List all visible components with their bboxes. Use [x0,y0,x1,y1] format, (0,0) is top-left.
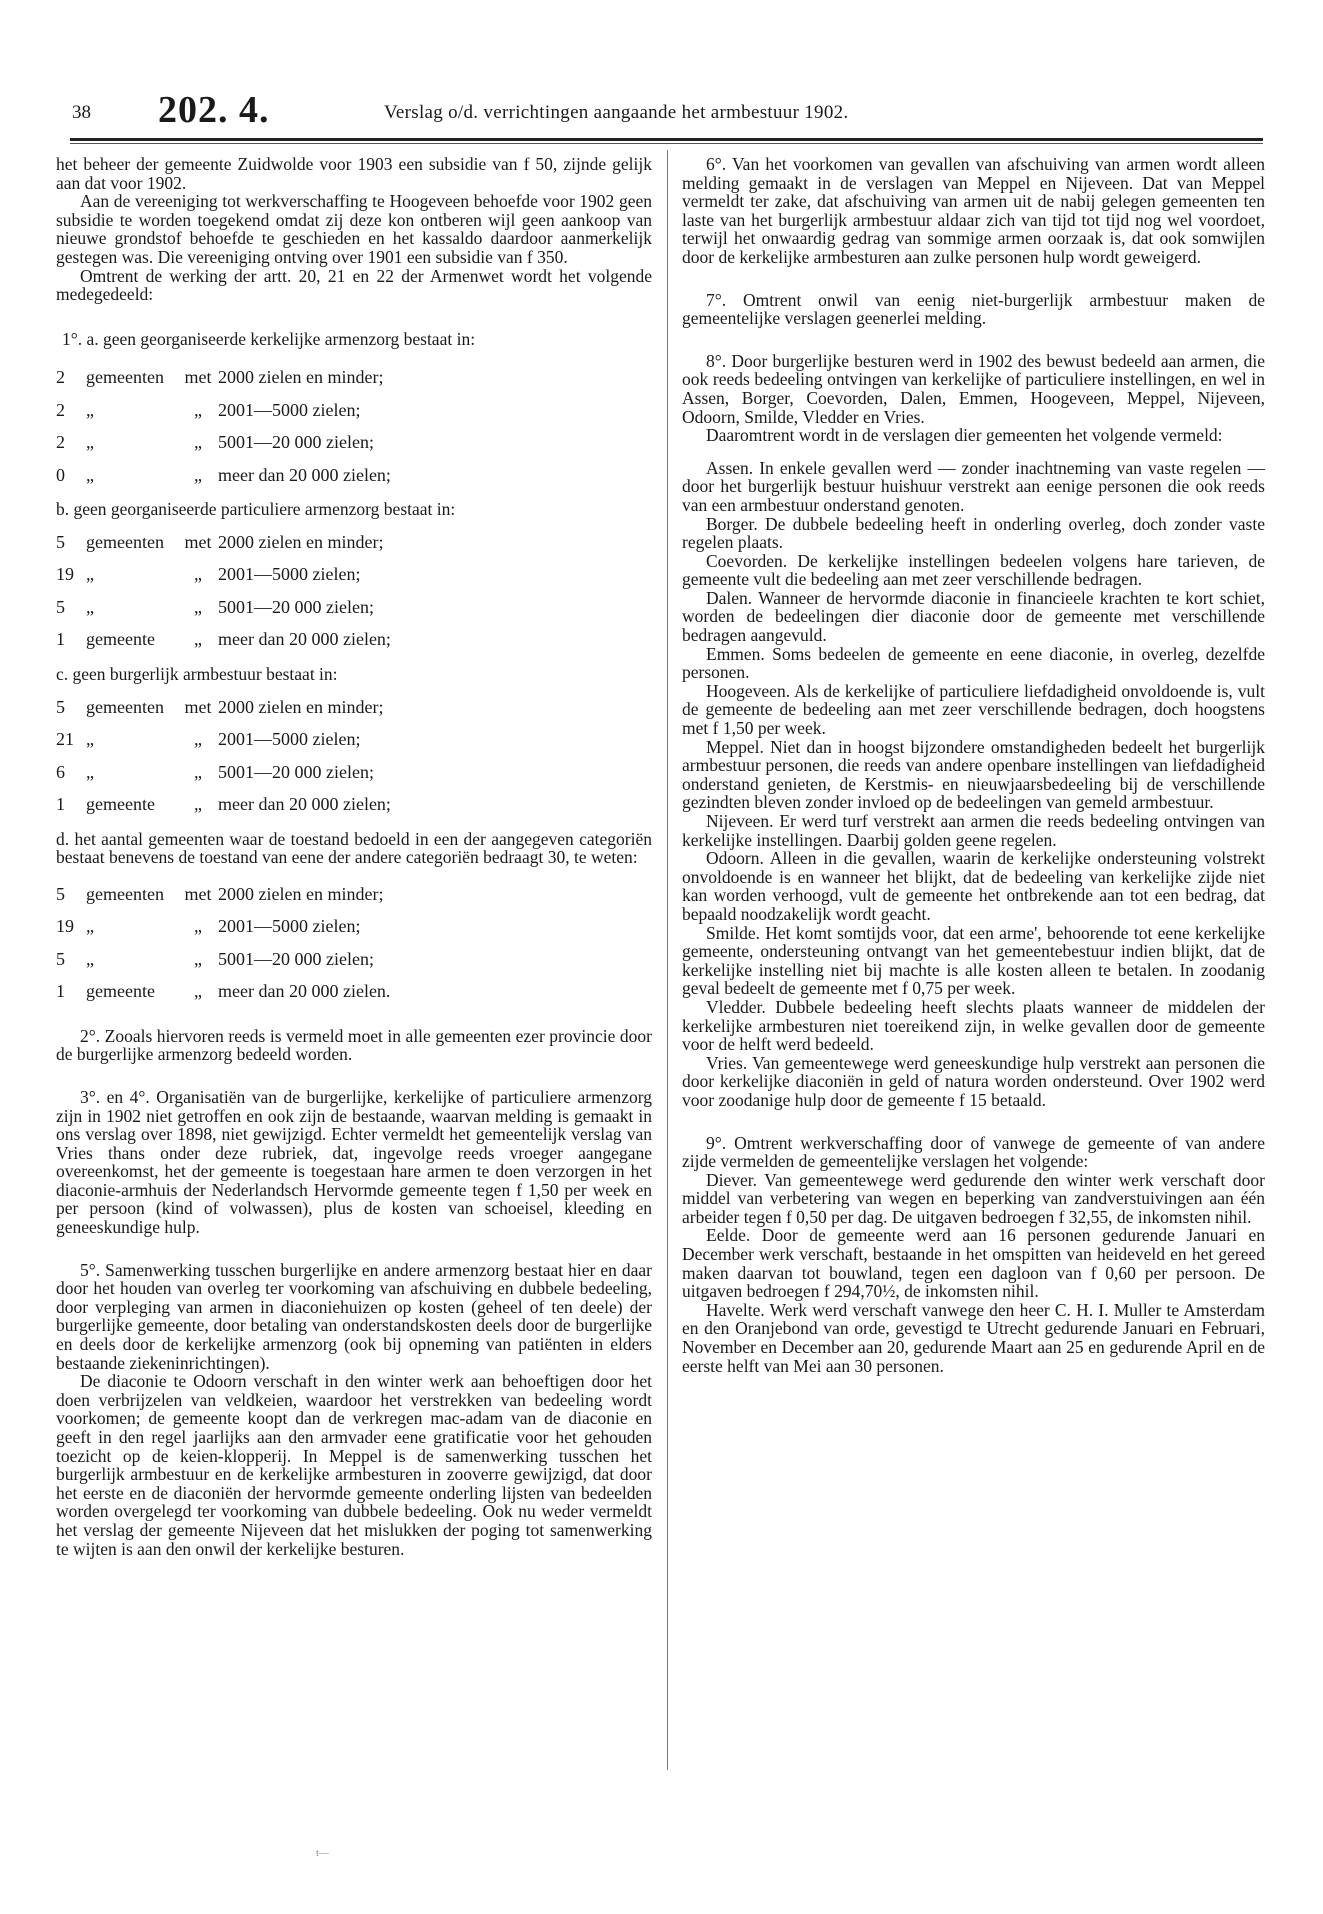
footer-mark: t— [316,1848,329,1859]
table-row: 6 „ „ 5001—20 000 zielen; [56,761,374,782]
table-row: 19 „ „ 2001—5000 zielen; [56,916,361,937]
municipality-entry: Smilde. Het komt somtijds voor, dat een arme', behoorende tot eene kerkelijke gemeente, ondersteuning ontvangt van het gemeentebestuur indien blijkt, dat de kerkelijke instelling niet bij machte is alle kosten alleen te betalen. In zoodanig geval bedeelt de gemeente met f 0,75 per week. [682,922,1265,999]
item-7-paragraph: 7°. Omtrent onwil van eenig niet-burgerlijk armbestuur maken de gemeentelijke verslagen geenerlei melding. [682,289,1265,329]
page-number: 38 [72,102,91,123]
municipality-entry: Vledder. Dubbele bedeeling heeft slechts plaats wanneer de middelen der kerkelijke armbesturen niet toereikend zijn, in welke gevallen door de gemeente voor de helft werd bedeeld. [682,996,1265,1055]
item-3-4-paragraph: 3°. en 4°. Organisatiën van de burgerlijke, kerkelijke of particuliere armenzorg zijn in 1902 niet getroffen en ook zijn de bestaande, waarvan melding is gemaakt in ons verslag over 1898, niet gewijzigd. Echter vermeldt het gemeentelijk verslag van Vries thans onder deze rubriek, dat, ingevolge reeds vroeger aangegane overeenkomst, het der gemeente is toegestaan hare armen te doen verzorgen in het diaconie-armhuis der Nederlandsch Hervormde gemeente tegen f 1,50 per week en per persoon (kind of volwassen), plus de kosten van schoeisel, kleeding en geneeskundige hulp. [56,1086,652,1238]
item-b-table [56,533,652,663]
municipality-entry: Coevorden. De kerkelijke instellingen bedeelen volgens hare tarieven, de gemeente vult die bedeeling aan met zeer verschillende bedragen. [682,550,1265,590]
item-9-paragraph: 9°. Omtrent werkverschaffing door of vanwege de gemeente of van andere zijde vermelden de gemeentelijke verslagen het volgende: [682,1132,1265,1172]
table-row: 5 „ „ 5001—20 000 zielen; [56,596,374,617]
paragraph: Aan de vereeniging tot werkverschaffing te Hoogeveen behoefde voor 1902 geen subsidie te worden toegekend omdat zij deze kon ontberen wijl geen aankoop van nieuwe grondstof behoefde te geschieden en het kassaldo daardoor aanmerkelijk gestegen was. Die vereeniging ontving over 1901 een subsidie van f 350. [56,191,652,267]
table-row: 5 gemeenten met 2000 zielen en minder; [56,883,384,904]
municipality-entry: Assen. In enkele gevallen werd — zonder inachtneming van vaste regelen — door het burgerlijk bestuur huishuur verstrekt aan eenige personen die ook reeds van een armbestuur onderstand genoten. [682,457,1265,515]
header-rule-thin [70,143,1263,144]
item-6-paragraph: 6°. Van het voorkomen van gevallen van afschuiving van armen wordt alleen melding gemaakt in de verslagen van Meppel en Nijeveen. Dat van Meppel vermeldt ter zake, dat afschuiving van armen uit de nabij gelegen gemeenten ten laste van het burgerlijk armbestuur aldaar zich van tijd tot tijd nog wel voordoet, terwijl het onwaardig gedrag van sommige armen oorzaak is, dat ook somwijlen door de kerkelijke armbesturen aan zulke personen hulp wordt geweigerd. [682,154,1265,267]
page-header [72,88,1262,134]
table-row: 5 „ „ 5001—20 000 zielen; [56,948,374,969]
municipality-entry: Vries. Van gemeentewege werd geneeskundige hulp verstrekt aan personen die door kerkelijke diaconiën in geld of natura worden ondersteund. Over 1902 werd voor zoodanige hulp door de gemeente f 15 betaald. [682,1052,1265,1110]
item-a-heading: 1°. a. geen georganiseerde kerkelijke armenzorg bestaat in: [62,328,476,349]
municipality-entry: Dalen. Wanneer de hervormde diaconie in financieele krachten te kort schiet, worden de bedeelingen dier diaconie door de gemeente met verschillende bedragen aangevuld. [682,587,1265,646]
item-8-paragraph: 8°. Door burgerlijke besturen werd in 1902 des bewust bedeeld aan armen, die ook reeds bedeeling ontvingen van kerkelijke of particuliere instellingen, en wel in Assen, Borger, Coevorden, Dalen, Emmen, Hoogeveen, Meppel, Nijeveen, Odoorn, Smilde, Vledder en Vries. [682,350,1265,427]
table-row: 1 gemeente „ meer dan 20 000 zielen; [56,794,391,815]
table-row: 2 gemeenten met 2000 zielen en minder; [56,367,384,388]
item-b-heading: b. geen georganiseerde particuliere armenzorg bestaat in: [56,499,456,520]
table-row: 5 gemeenten met 2000 zielen en minder; [56,531,384,552]
item-c-heading: c. geen burgerlijk armbestuur bestaat in: [56,663,338,684]
table-row: 2 „ „ 5001—20 000 zielen; [56,432,374,453]
item-5-paragraph: 5°. Samenwerking tusschen burgerlijke en andere armenzorg bestaat hier en daar door het houden van overleg ter voorkoming van afschuiving en dubbele bedeeling, door verpleging van armen in diaconiehuizen op kosten (geheel of ten deele) der burgerlijke gemeente, door betaling van onderstandskosten deels door de burgerlijke en deels door de kerkelijke armenzorg (ook bij opneming van patiënten in elders bestaande ziekeninrichtingen). [56,1259,652,1373]
left-column [56,155,652,1558]
municipality-entry: Emmen. Soms bedeelen de gemeente en eene diaconie, in overleg, dezelfde personen. [682,643,1265,683]
table-row: 2 „ „ 2001—5000 zielen; [56,399,361,420]
item-d-text: d. het aantal gemeenten waar de toestand bedoeld in een der aangegeven categoriën bestaat benevens de toestand van eene der andere categoriën bedraagt 30, te weten: [56,828,652,868]
municipality-entry: Nijeveen. Er werd turf verstrekt aan armen die reeds bedeeling ontvingen van kerkelijke instellingen. Daarbij golden geene regelen. [682,811,1265,850]
column-divider [667,150,668,1770]
running-title: Verslag o/d. verrichtingen aangaande het armbestuur 1902. [384,102,849,123]
item-8-intro: Daaromtrent wordt in de verslagen dier gemeenten het volgende vermeld: [706,425,1223,446]
municipality-entry: Borger. De dubbele bedeeling heeft in onderling overleg, doch zonder vaste regelen plaats. [682,513,1265,553]
table-row: 21 „ „ 2001—5000 zielen; [56,729,361,750]
item-d-table [56,885,652,1015]
series-number: 202. 4. [158,89,270,131]
right-column [682,155,1265,1375]
municipality-entry: Eelde. Door de gemeente werd aan 16 personen gedurende Januari en December werk verschaft, bestaande in het omspitten van heideveld en het gereed maken daarvan tot bouwland, tegen een dagloon van f 0,60 per persoon. De uitgaven bedroegen f 294,70½, de inkomsten nihil. [682,1225,1265,1302]
header-rule [70,138,1263,141]
table-row: 5 gemeenten met 2000 zielen en minder; [56,696,384,717]
municipality-entry: Hoogeveen. Als de kerkelijke of particuliere liefdadigheid onvoldoende is, vult de gemeente de bedeeling aan met zeer verschillende bedragen, doch hoogstens met f 1,50 per week. [682,680,1265,739]
municipality-entry: Havelte. Werk werd verschaft vanwege den heer C. H. I. Muller te Amsterdam en den Oranjebond van orde, gevestigd te Utrecht gedurende Januari en Februari, November en December aan 20, gedurende Maart aan 25 en gedurende April en de eerste helft van Mei aan 30 personen. [682,1299,1265,1376]
municipality-entry: Meppel. Niet dan in hoogst bijzondere omstandigheden bedeelt het burgerlijk armbestuur personen, die reeds van andere openbare instellingen van liefdadigheid onderstand genieten, de Kerstmis- en nieuwjaarsbedeeling bij de verschillende gezindten bleven zonder invloed op de bedeelingen van gemeld armbestuur. [682,736,1265,813]
paragraph: Omtrent de werking der artt. 20, 21 en 22 der Armenwet wordt het volgende medegedeeld: [56,265,652,305]
table-row: 0 „ „ meer dan 20 000 zielen; [56,464,391,485]
table-row: 1 gemeente „ meer dan 20 000 zielen. [56,981,391,1002]
table-row: 1 gemeente „ meer dan 20 000 zielen; [56,629,391,650]
municipality-entry: Diever. Van gemeentewege werd gedurende den winter werk verschaft door middel van verbetering van wegen en beperking van zandverstuivingen aan één arbeider tegen f 0,50 per dag. De uitgaven bedroegen f 32,55, de inkomsten nihil. [682,1169,1265,1227]
municipality-entry: Odoorn. Alleen in die gevallen, waarin de kerkelijke ondersteuning volstrekt onvoldoende is en wanneer het blijkt, dat de bedeeling van kerkelijke zijde niet kan worden verhoogd, vult de gemeente het ontbrekende aan tot een bedrag, dat bepaald noodzakelijk wordt geacht. [682,848,1265,924]
item-a-table [56,368,652,498]
paragraph: het beheer der gemeente Zuidwolde voor 1903 een subsidie van f 50, zijnde gelijk aan dat voor 1902. [56,154,652,193]
item-c-table [56,698,652,828]
table-row: 19 „ „ 2001—5000 zielen; [56,564,361,585]
item-2-paragraph: 2°. Zooals hiervoren reeds is vermeld moet in alle gemeenten ezer provincie door de burgerlijke armenzorg bedeeld worden. [56,1025,652,1065]
item-5-continuation: De diaconie te Odoorn verschaft in den winter werk aan behoeftigen door het doen verbrijzelen van veldkeien, waardoor het verstrekken van bedeeling wordt voorkomen; de gemeente koopt dan de verkregen mac-adam van de diaconie en geeft in den regel jaarlijks aan den armvader eene gratificatie voor het gehouden toezicht op de keien-klopperij. In Meppel is de samenwerking tusschen het burgerlijk armbestuur en de kerkelijke armbesturen in zooverre gewijzigd, dat door het eerste en de diaconiën der hervormde gemeente onderling lijsten van bedeelden worden overgelegd ter voorkoming van dubbele bedeeling. Ook nu weder vermeldt het verslag der gemeente Nijeveen dat het mislukken der poging tot samenwerking te wijten is aan den onwil der kerkelijke besturen. [56,1371,652,1559]
